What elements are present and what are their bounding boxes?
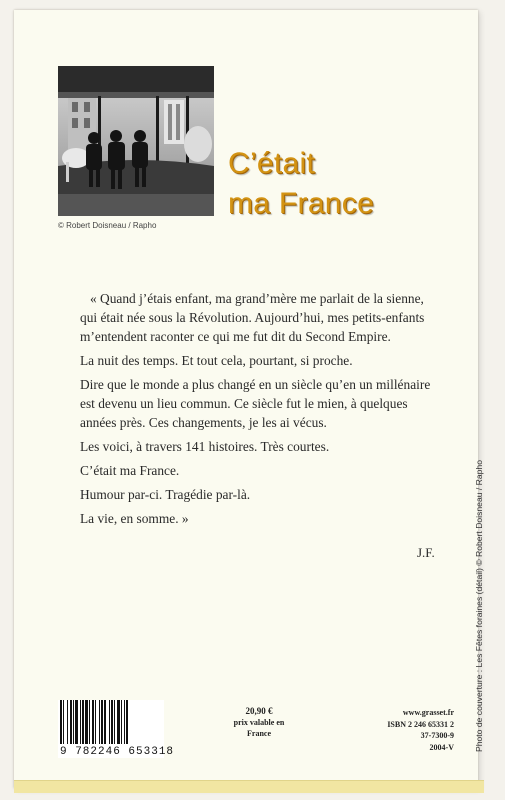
barcode-bar [92, 700, 94, 744]
edition-code: 2004-V [429, 742, 454, 752]
barcode-bar [60, 700, 62, 744]
barcode-bar [104, 700, 106, 744]
price-block [226, 706, 292, 739]
barcode-bar [70, 700, 72, 744]
isbn-number: ISBN 2 246 65331 2 [387, 719, 454, 729]
barcode-bar [99, 700, 100, 744]
price-country: France [247, 729, 271, 738]
publisher-info [384, 707, 454, 753]
barcode-bar [117, 700, 120, 744]
cover-photo-credit-vertical: Photo de couverture : Les Fêtes foraines (détail) © Robert Doisneau / Rapho [474, 460, 484, 752]
blurb-paragraph: La nuit des temps. Et tout cela, pourtant, si proche. [80, 353, 353, 368]
barcode-bar [75, 700, 78, 744]
back-cover-blurb [80, 289, 444, 533]
barcode-number: 9 782246 653318 [60, 746, 175, 758]
barcode-bar [114, 700, 115, 744]
blurb-paragraph: Les voici, à travers 141 histoires. Très courtes. [80, 439, 330, 454]
blurb-paragraph: « Quand j’étais enfant, ma grand’mère me parlait de la sienne, qui était née sous la Révolution. Aujourd’hui, mes petits-enfants m’entendent raconter ce qui me fut dit du Second Empire. [80, 291, 425, 344]
barcode-bar [67, 700, 68, 744]
blurb-paragraph: Dire que le monde a plus changé en un siècle qu’en un millénaire est devenu un lieu commun. Ce siècle fut le mien, à quelques années près. Ces changements, je les ai vécus. [80, 377, 431, 430]
barcode-bar [101, 700, 103, 744]
book-title [228, 144, 374, 224]
barcode-bar [111, 700, 113, 744]
photo-credit: © Robert Doisneau / Rapho [58, 221, 157, 230]
cover-bottom-edge [14, 780, 484, 793]
barcode-bar [95, 700, 96, 744]
blurb-paragraph: C’était ma France. [80, 463, 180, 478]
publisher-website: www.grasset.fr [402, 708, 454, 717]
price-amount: 20,90 € [245, 706, 273, 716]
price-validity: prix valable en [233, 718, 285, 727]
barcode-bar [126, 700, 128, 744]
barcode-bar [85, 700, 88, 744]
barcode-bar [80, 700, 81, 744]
cover-photo [58, 66, 214, 216]
barcode-bar [89, 700, 90, 744]
barcode-bar [109, 700, 110, 744]
barcode-bar [124, 700, 125, 744]
blurb-paragraph: Humour par-ci. Tragédie par-là. [80, 487, 251, 502]
title-line-1: C’était [228, 147, 316, 180]
catalog-code: 37-7300-9 [420, 731, 454, 740]
title-line-2: ma France [228, 187, 375, 220]
barcode-bar [121, 700, 122, 744]
barcode-bar [82, 700, 84, 744]
blurb-paragraph: La vie, en somme. » [80, 511, 189, 526]
barcode-bar [63, 700, 64, 744]
barcode-bar [73, 700, 74, 744]
author-signature: J.F. [417, 545, 435, 560]
